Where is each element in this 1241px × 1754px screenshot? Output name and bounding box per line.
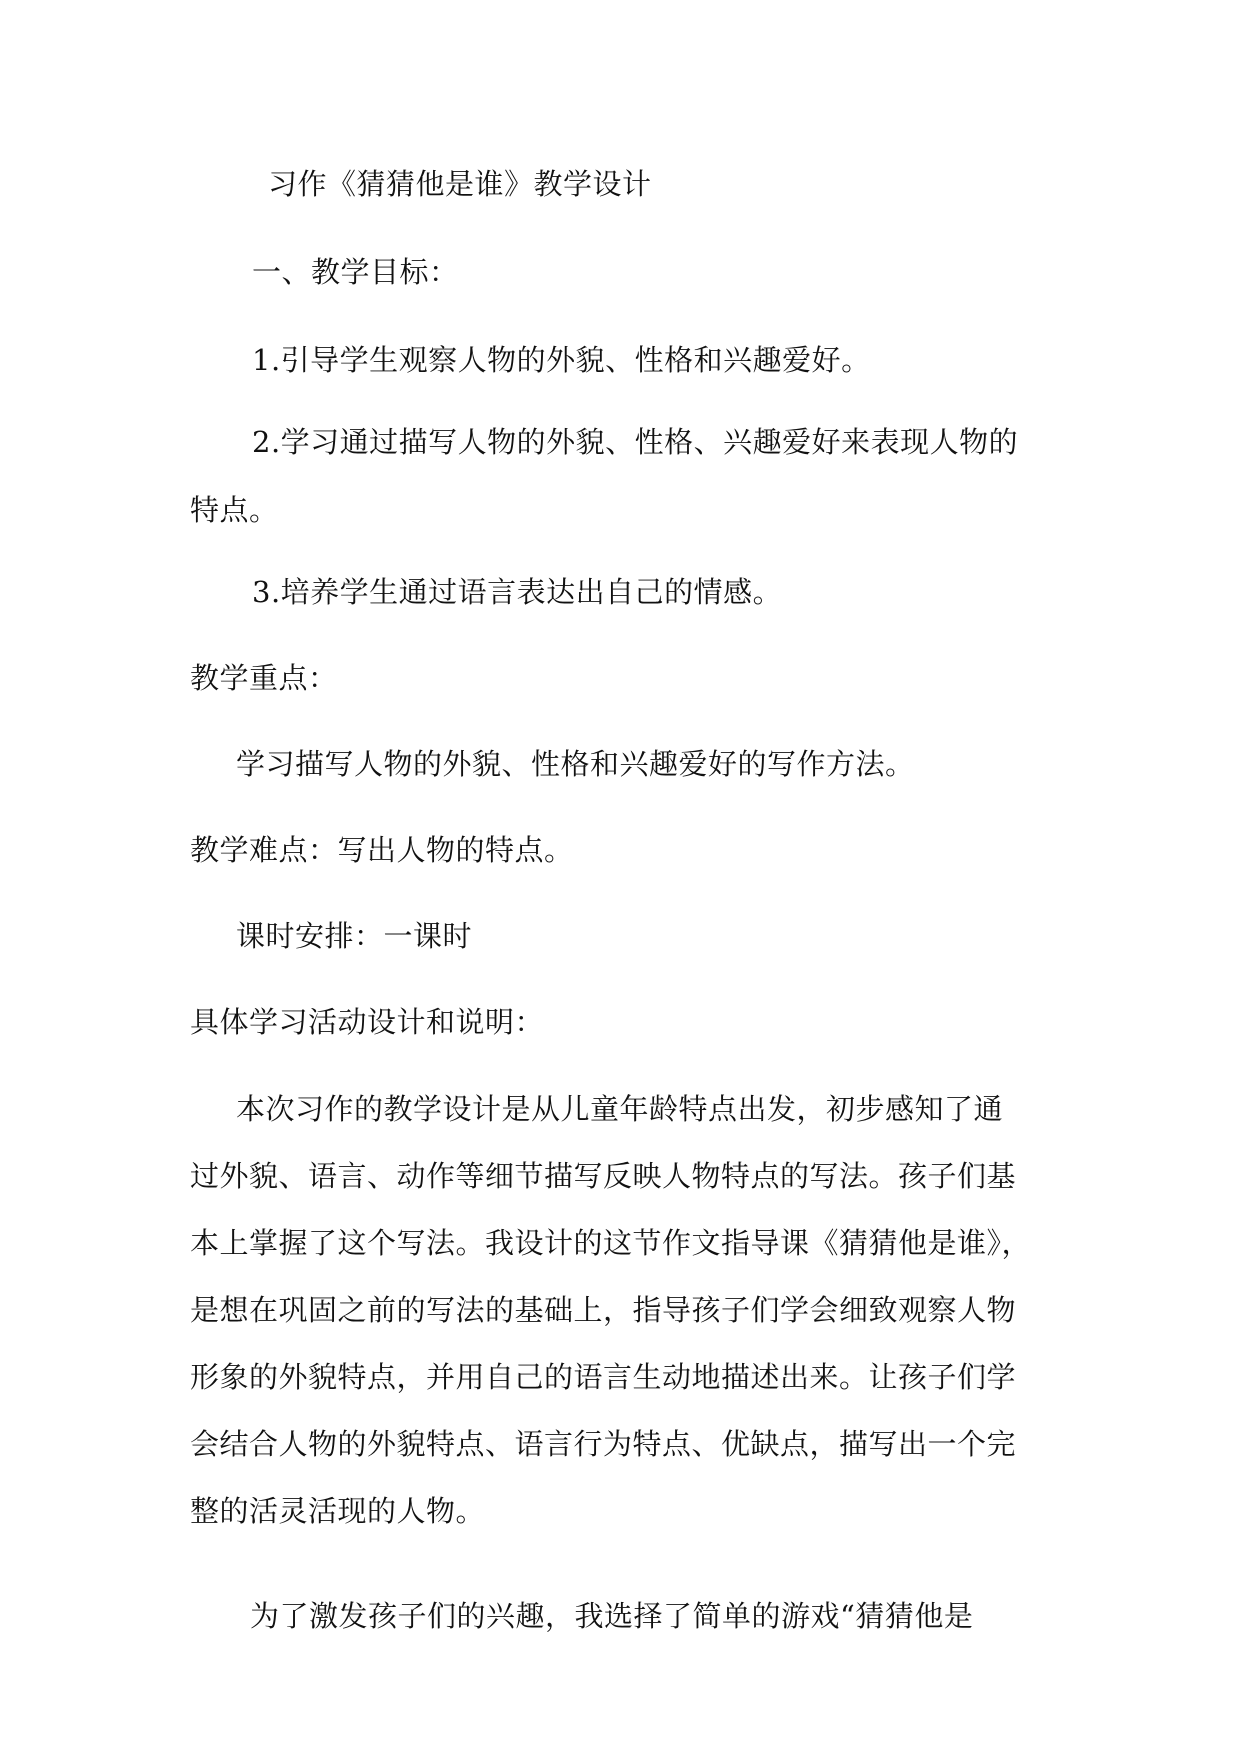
paragraph-line: 形象的外貌特点，并用自己的语言生动地描述出来。让孩子们学 — [190, 1360, 1017, 1394]
objective-2-line-1: 2.学习通过描写人物的外貌、性格、兴趣爱好来表现人物的 — [252, 425, 1019, 459]
paragraph-line: 本上掌握了这个写法。我设计的这节作文指导课《猜猜他是谁》， — [190, 1226, 1032, 1260]
paragraph-line: 会结合人物的外貌特点、语言行为特点、优缺点，描写出一个完 — [190, 1427, 1017, 1461]
design-paragraph-2-start: 为了激发孩子们的兴趣，我选择了简单的游戏“猜猜他是 — [250, 1599, 974, 1633]
paragraph-line: 是想在巩固之前的写法的基础上，指导孩子们学会细致观察人物 — [190, 1293, 1017, 1327]
difficulty-text: 教学难点：写出人物的特点。 — [190, 833, 574, 867]
schedule-text: 课时安排：一课时 — [236, 919, 473, 953]
paragraph-line: 本次习作的教学设计是从儿童年龄特点出发，初步感知了通 — [236, 1092, 1004, 1126]
objective-2-line-2: 特点。 — [190, 493, 279, 527]
paragraph-line: 过外貌、语言、动作等细节描写反映人物特点的写法。孩子们基 — [190, 1159, 1017, 1193]
design-heading: 具体学习活动设计和说明： — [190, 1005, 545, 1039]
document-title: 习作《猜猜他是谁》教学设计 — [268, 167, 652, 201]
objective-3: 3.培养学生通过语言表达出自己的情感。 — [252, 575, 783, 609]
objective-1: 1.引导学生观察人物的外貌、性格和兴趣爱好。 — [252, 343, 871, 377]
objectives-heading: 一、教学目标： — [252, 255, 459, 289]
key-points-heading: 教学重点： — [190, 661, 338, 695]
key-points-text: 学习描写人物的外貌、性格和兴趣爱好的写作方法。 — [236, 747, 915, 781]
paragraph-line: 整的活灵活现的人物。 — [190, 1494, 486, 1528]
design-paragraph-1 — [190, 1076, 1060, 1545]
